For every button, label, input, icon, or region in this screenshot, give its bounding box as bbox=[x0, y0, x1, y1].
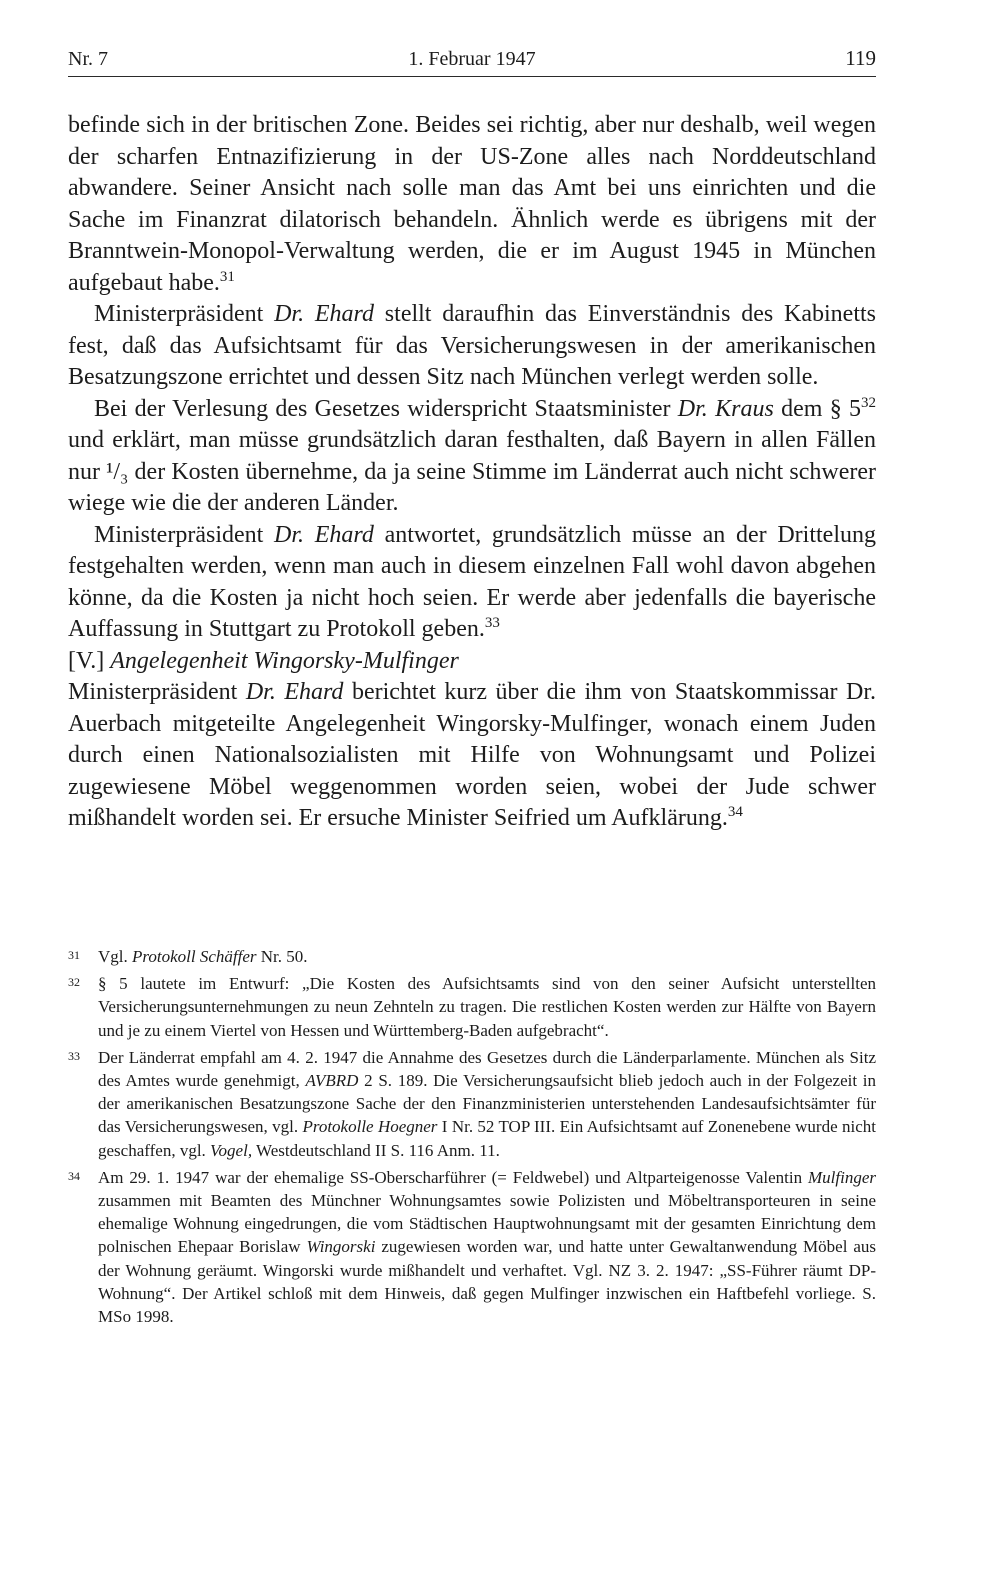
person-name: Dr. Ehard bbox=[274, 521, 374, 548]
person-name: Dr. Kraus bbox=[677, 395, 774, 422]
footnote-number: 33 bbox=[68, 1048, 80, 1063]
paragraph-wingorsky-report: Ministerpräsident Dr. Ehard berichtet kurz über die ihm von Staatskommissar Dr. Auerbach mitgeteilte Angelegenheit Wingorsky-Mulfinger, wonach einem Juden durch einen Nationalsozialisten mit Hilfe von Wohnungsamt und Polizei zugewiesene Möbel weggenommen worden seien, wobei der Jude schwer mißhandelt worden sei. Er ersuche Minister Seifried um Aufklärung.$^{34}$ bbox=[68, 679, 876, 831]
person-name: Dr. Ehard bbox=[274, 301, 375, 327]
section-heading bbox=[68, 646, 876, 678]
section-number: [V.] bbox=[68, 647, 111, 674]
footnotes-section bbox=[68, 945, 876, 1332]
footnote-ref-31[interactable]: 31 bbox=[219, 268, 235, 285]
footnote-33: 33 Der Länderrat empfahl am 4. 2. 1947 die Annahme des Gesetzes durch die Länderparlamente. München als Sitz des Amtes wurde genehmigt, AVBRD 2 S. 189. Die Versicherungsaufsicht blieb jedoch auch in der Folgezeit in der amerikanischen Besatzungszone Sache der den Finanzministerien unterstehenden Landesaufsichtsämter für das Versicherungswesen, vgl. Protokolle Hoegner I Nr. 52 TOP III. Ein Aufsichtsamt auf Zonenebene wurde nicht geschaffen, vgl. Vogel, Westdeutschland II S. 116 Anm. 11. bbox=[68, 1047, 877, 1160]
footnote-number: 32 bbox=[68, 975, 80, 990]
running-header bbox=[68, 44, 876, 77]
footnote-ref-33[interactable]: 33 bbox=[484, 615, 500, 631]
meeting-date: 1. Februar 1947 bbox=[408, 48, 536, 70]
paragraph-continuation: befinde sich in der britischen Zone. Beides sei richtig, aber nur deshalb, weil wegen der scharfen Entnazifizierung in der US-Zone alles nach Norddeutschland abwandere. Seiner Ansicht nach solle man das Amt bei uns einrichten und die Sache im Finanzrat dilatorisch behandeln. Ähnlich werde es übrigens mit der Branntwein-Monopol-Verwaltung werden, die er im August 1945 in München aufgebaut habe.$^{31}$ bbox=[68, 112, 876, 296]
footnote-number: 34 bbox=[68, 1168, 80, 1183]
page-number: 119 bbox=[845, 46, 876, 70]
person-name: Dr. Ehard bbox=[245, 679, 344, 705]
footnote-32: 32 § 5 lautete im Entwurf: „Die Kosten des Aufsichtsamts sind von den seiner Aufsicht unterstellten Versicherungsunternehmungen zu neun Zehnteln zu tragen. Die restlichen Kosten werden zur Hälfte von Bayern und je zu einem Viertel von Hessen und Württemberg-Baden aufgebracht“. bbox=[68, 974, 876, 1040]
footnote-number: 31 bbox=[68, 948, 80, 962]
section-title: Angelegenheit Wingorsky-Mulfinger bbox=[110, 647, 459, 674]
footnote-ref-34[interactable]: 34 bbox=[727, 804, 743, 820]
fraction-one-third: ¹/₃ bbox=[106, 458, 129, 485]
paragraph-kraus-objection: Bei der Verlesung des Gesetzes widerspricht Staatsminister Dr. Kraus dem § $5^{32}$ und erklärt, man müsse grundsätzlich daran festhalten, daß Bayern in allen Fällen nur ¹/₃ der Kosten übernehme, da ja seine Stimme im Länderrat auch nicht schwerer wiege wie die der anderen Länder. bbox=[68, 394, 876, 516]
footnote-31: 31 Vgl. Protokoll Schäffer Nr. 50. bbox=[68, 947, 308, 966]
paragraph-ehard-decision: Ministerpräsident Dr. Ehard stellt daraufhin das Einverständnis des Kabinetts fest, daß das Aufsichtsamt für das Versicherungswesen in der amerikanischen Besatzungszone errichtet und dessen Sitz nach München verlegt werden solle. bbox=[68, 301, 876, 390]
footnote-34: 34 Am 29. 1. 1947 war der ehemalige SS-Oberscharführer (= Feldwebel) und Altparteigenosse Valentin Mulfinger zusammen mit Beamten des Münchner Wohnungsamtes sowie Polizisten und Möbeltransporteuren in seine ehemalige Wohnung eingedrungen, die vom Städtischen Hauptwohnungsamt mit der gesamten Einrichtung dem polnischen Ehepaar Borislaw Wingorski zugewiesen worden war, und hatte unter Gewaltanwendung Möbel aus der Wohnung geräumt. Wingorski wurde mißhandelt und verhaftet. Vgl. NZ 3. 2. 1947: „SS-Führer räumt DP-Wohnung“. Der Artikel schloß mit dem Hinweis, daß gegen Mulfinger inzwischen ein Haftbefehl vorliege. S. MSo 1998. bbox=[68, 1167, 877, 1327]
issue-number: Nr. 7 bbox=[68, 48, 108, 70]
main-text bbox=[68, 110, 876, 835]
paragraph-ehard-reply: Ministerpräsident Dr. Ehard antwortet, grundsätzlich müsse an der Drittelung festgehalten werden, wenn man auch in diesem einzelnen Fall wohl davon abgehen könne, da die Kosten ja nicht hoch seien. Er werde aber jedenfalls die bayerische Auffassung in Stuttgart zu Protokoll geben.$^{33}$ bbox=[68, 521, 876, 642]
footnote-ref-32[interactable]: 32 bbox=[861, 394, 876, 411]
